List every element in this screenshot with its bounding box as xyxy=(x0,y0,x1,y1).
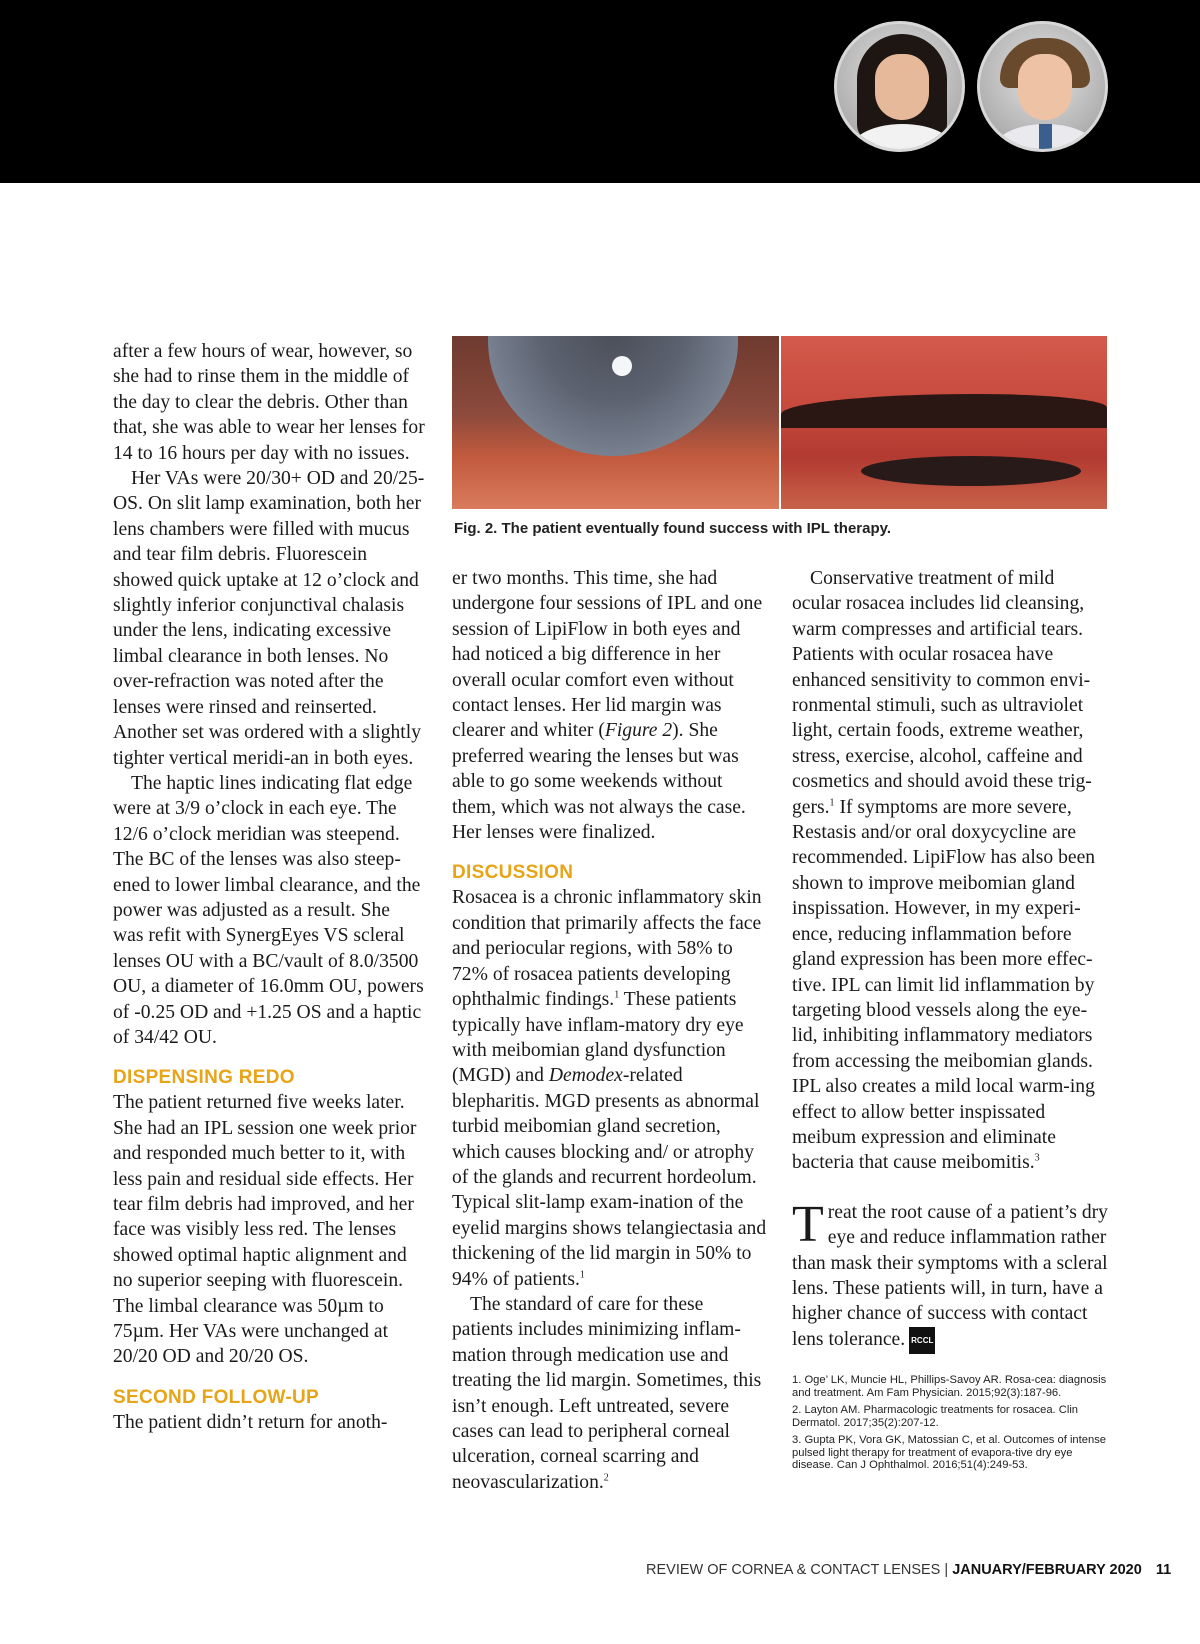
section-heading-discussion: DISCUSSION xyxy=(452,862,574,884)
text-run: Conservative treatment of mild ocular rosacea includes lid cleansing, warm compresses and artificial tears. Patients with ocular rosacea have enhanced sensitivity to common envi-ronmental stimuli, such as ultraviolet light, certain foods, extreme weather, stress, exercise, alcohol, caffeine and cosmetics and should avoid these trig-gers. xyxy=(792,568,1092,818)
body-paragraph: Her VAs were 20/30+ OD and 20/25- OS. On slit lamp examination, both her lens chambers were filled with mucus and tear film debris. Fluorescein showed quick uptake at 12 o’clock and slightly inferior conjunctival chalasis under the lens, indicating excessive limbal clearance in both lenses. No over-refraction was noted after the lenses were rinsed and reinserted. Another set was ordered with a slightly tighter vertical meridi-an in both eyes. xyxy=(113,468,425,769)
text-run: reat the root cause of a patient’s dry eye and reduce inflammation rather than mask their symptoms with a scleral lens. These patients will, in turn, have a higher chance of success with contact lens tolerance. xyxy=(792,1201,1108,1350)
text-run: These patients typically have inflam-matory dry eye with meibomian gland dysfunction (MGD) and xyxy=(452,989,744,1087)
column-3 xyxy=(792,566,1108,1477)
body-paragraph: The patient returned five weeks later. She had an IPL session one week prior and responded much better to it, with less pain and residual side effects. Her tear film debris had improved, and her face was visibly less red. The lenses showed optimal haptic alignment and no superior seeping with fluorescein. The limbal clearance was 50µm to 75µm. Her VAs were unchanged at 20/20 OD and 20/20 OS. xyxy=(113,1092,417,1368)
text-run: If symptoms are more severe, Restasis and/or oral doxycycline are recommended. LipiFlow has also been shown to improve meibomian gland inspissation. However, in my experi-ence, reducing inflammation before gland expression has been more effec-tive. IPL can limit lid inflammation by targeting blood vessels along the eye-lid, inhibiting inflammatory mediators from accessing the meibomian glands. IPL also creates a mild local warm-ing effect to allow better inspissated meibum expression and eliminate bacteria that cause meibomitis. xyxy=(792,796,1096,1174)
body-paragraph xyxy=(792,566,1108,1176)
figure-caption: Fig. 2. The patient eventually found success with IPL therapy. xyxy=(454,520,892,537)
figure-image-eye-left xyxy=(452,336,779,509)
drop-cap: T xyxy=(792,1195,824,1253)
reference-item: 3. Gupta PK, Vora GK, Matossian C, et al. Outcomes of intense pulsed light therapy for treatment of evapora-tive dry eye disease. Can J Ophthalmol. 2016;51(4):249-53. xyxy=(792,1434,1107,1472)
closing-paragraph xyxy=(792,1195,1108,1354)
body-paragraph: The haptic lines indicating flat edge were at 3/9 o’clock in each eye. The 12/6 o’clock meridian was steepend. The BC of the lenses was also steep-ened to lower limbal clearance, and the power was adjusted as a result. She was refit with SynergEyes VS scleral lenses OU with a BC/vault of 8.0/3500 OU, a diameter of 16.0mm OU, powers of -0.25 OD and +1.25 OS and a haptic of 34/42 OU. xyxy=(113,772,424,1048)
figure-reference: Figure 2 xyxy=(604,720,673,742)
body-paragraph: The patient didn’t return for anoth- xyxy=(113,1411,388,1433)
body-paragraph: after a few hours of wear, however, so she had to rinse them in the middle of the day to clear the debris. Other than that, she was able to wear her lenses for 14 to 16 hours per day with no issues. xyxy=(113,341,425,464)
section-heading-second-follow-up: SECOND FOLLOW-UP xyxy=(113,1386,320,1408)
citation-marker: 1 xyxy=(579,1269,585,1281)
header-band xyxy=(0,0,1200,183)
publication-name: REVIEW OF CORNEA & CONTACT LENSES xyxy=(646,1562,941,1578)
page-number: 11 xyxy=(1155,1562,1172,1578)
body-paragraph xyxy=(452,885,768,1292)
reference-item: 2. Layton AM. Pharmacologic treatments for rosacea. Clin Dermatol. 2017;35(2):207-12. xyxy=(792,1404,1079,1429)
footer-separator: | xyxy=(940,1562,953,1578)
body-paragraph xyxy=(452,566,768,845)
column-2 xyxy=(452,566,768,1495)
end-mark-badge: RCCL xyxy=(909,1327,935,1354)
column-1 xyxy=(113,339,425,1435)
author-photo-2 xyxy=(977,21,1108,152)
text-run: -related blepharitis. MGD presents as abnormal turbid meibomian gland secretion, which causes blocking and/ or atrophy of the glands and recurrent hordeolum. Typical slit-lamp exam-ination of the eyelid margins shows telangiectasia and thickening of the lid margin in 50% to 94% of patients. xyxy=(452,1065,767,1290)
citation-marker: 3 xyxy=(1034,1152,1040,1164)
section-heading-dispensing-redo: DISPENSING REDO xyxy=(113,1067,295,1089)
text-run: Rosacea is a chronic inflammatory skin condition that primarily affects the face and periocular regions, with 58% to 72% of rosacea patients developing ophthalmic findings. xyxy=(452,887,762,1011)
issue-date: JANUARY/FEBRUARY 2020 xyxy=(952,1562,1142,1578)
body-paragraph xyxy=(452,1292,768,1495)
italic-term: Demodex xyxy=(548,1065,623,1087)
page-footer xyxy=(646,1562,1171,1578)
figure-image-eyelid-right xyxy=(781,336,1107,509)
text-run: ). She preferred wearing the lenses but was able to go some weekends without them, which was not always the case. Her lenses were finalized. xyxy=(452,720,746,844)
author-photo-1 xyxy=(834,21,965,152)
text-run: er two months. This time, she had undergone four sessions of IPL and one session of LipiFlow in both eyes and had noticed a big difference in her overall ocular comfort even without contact lenses. Her lid margin was clearer and whiter ( xyxy=(452,568,763,742)
citation-marker: 1 xyxy=(829,797,835,809)
reference-item: 1. Oge’ LK, Muncie HL, Phillips-Savoy AR. Rosa-cea: diagnosis and treatment. Am Fam Physician. 2015;92(3):187-96. xyxy=(792,1374,1107,1399)
text-run: The standard of care for these patients includes minimizing inflam-mation through medication use and treating the lid margin. Sometimes, this isn’t enough. Left untreated, severe cases can lead to peripheral corneal ulceration, corneal scarring and neovascularization. xyxy=(452,1293,762,1493)
citation-marker: 2 xyxy=(603,1472,609,1484)
citation-marker: 1 xyxy=(614,989,620,1001)
references xyxy=(792,1374,1108,1472)
